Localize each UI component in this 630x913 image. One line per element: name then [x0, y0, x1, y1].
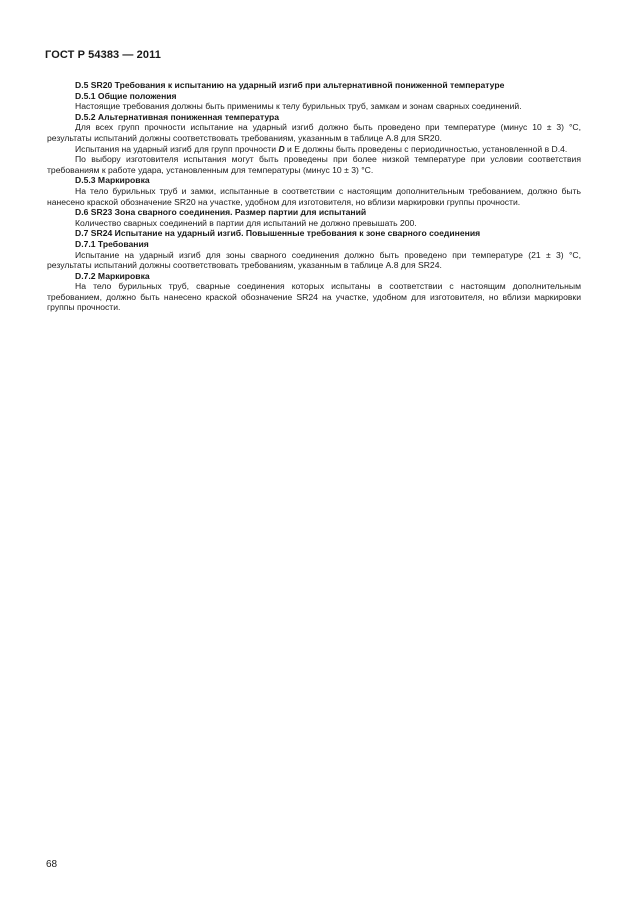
section-d7-2-paragraph: На тело бурильных труб, сварные соединения которых испытаны в соответствии с настоящим дополнительным требованием, должно быть нанесено краской обозначение SR24 на участке, удобном для изготовителя, но вблизи маркировки группы прочности. — [47, 281, 581, 313]
section-d6-paragraph: Количество сварных соединений в партии для испытаний не должно превышать 200. — [75, 217, 417, 228]
strength-group-d: D — [278, 143, 285, 154]
paragraph-text: Испытания на ударный изгиб для групп прочности — [75, 143, 279, 154]
section-d5-3-title: D.5.3 Маркировка — [75, 175, 150, 186]
document-header: ГОСТ Р 54383 — 2011 — [45, 49, 161, 61]
section-d5-2-title: D.5.2 Альтернативная пониженная температура — [75, 111, 280, 122]
section-d5-2-paragraph-3: По выбору изготовителя испытания могут быть проведены при более низкой температуре при условии соответствия требованиям к работе удара, установленным для температуры (минус 10 ± 3) °С. — [47, 154, 581, 175]
page-number: 68 — [46, 859, 58, 870]
section-d5-3-paragraph: На тело бурильных труб и замки, испытанные в соответствии с настоящим дополнительным требованием, должно быть нанесено краской обозначение SR20 на участке, удобном для изготовителя, но вблизи маркировки группы прочности. — [47, 185, 581, 207]
section-d7-1-paragraph: Испытание на ударный изгиб для зоны сварного соединения должно быть проведено при температуре (21 ± 3) °С, результаты испытаний должны соответствовать требованиям, указанным в таблице А.8 для SR24. — [47, 249, 581, 271]
section-d5-title: D.5 SR20 Требования к испытанию на ударный изгиб при альтернативной пониженной температуре — [75, 80, 505, 90]
section-d5-1-title: D.5.1 Общие положения — [75, 90, 177, 101]
paragraph-text: и Е должны быть проведены с периодичностью, установленной в D.4. — [284, 143, 568, 154]
section-d7-1-title: D.7.1 Требования — [75, 238, 149, 249]
section-d6-title: D.6 SR23 Зона сварного соединения. Размер партии для испытаний — [75, 207, 367, 218]
section-d7-2-title: D.7.2 Маркировка — [75, 270, 150, 281]
section-d5-2-paragraph-1: Для всех групп прочности испытание на ударный изгиб должно быть проведено при температуре (минус 10 ± 3) °С, результаты испытаний должны соответствовать требованиям, указанным в таблице А.8 для SR20. — [47, 122, 581, 143]
section-d7-title: D.7 SR24 Испытание на ударный изгиб. Повышенные требования к зоне сварного соединения — [75, 228, 481, 239]
section-d5-2-paragraph-2 — [47, 144, 581, 155]
section-d5-1-paragraph: Настоящие требования должны быть применимы к телу бурильных труб, замкам и зонам сварных соединений. — [75, 101, 522, 112]
document-body — [47, 80, 581, 313]
